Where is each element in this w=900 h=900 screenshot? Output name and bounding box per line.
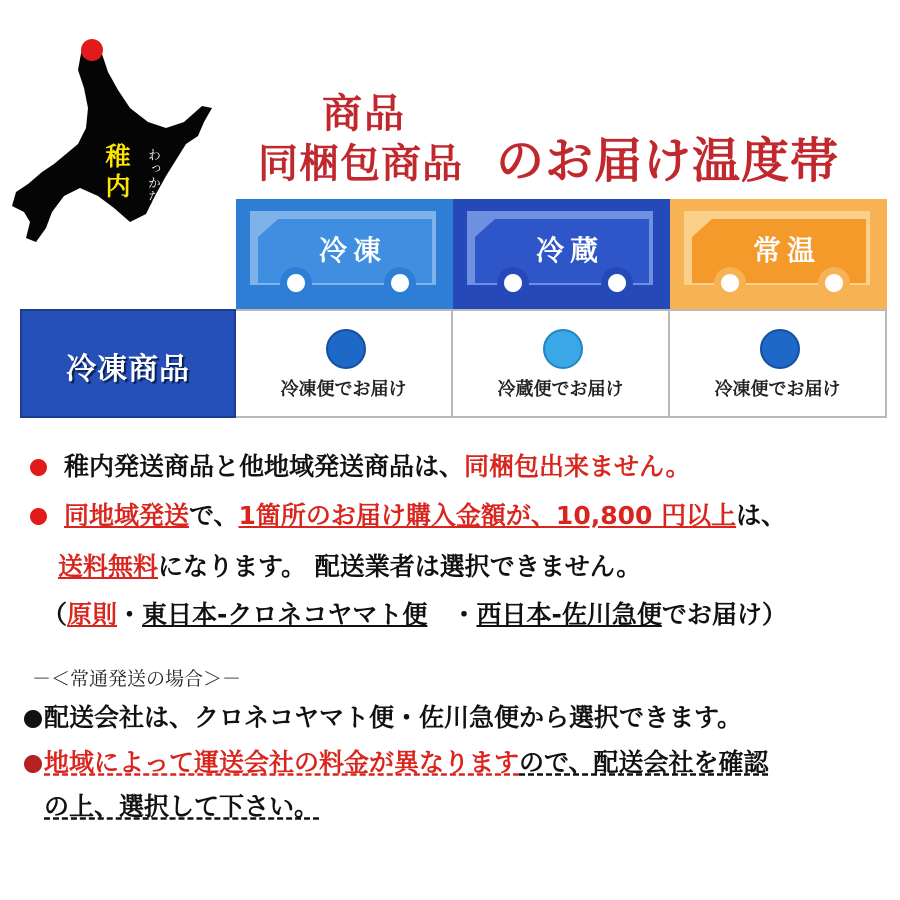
title-line1: 商品 bbox=[322, 90, 406, 137]
note-emphasis: 1箇所のお届け購入金額が、10,800 円以上 bbox=[238, 501, 737, 530]
column-label-ambient: 常温 bbox=[752, 234, 821, 267]
note-text: 稚内発送商品と他地域発送商品は、 bbox=[64, 452, 465, 481]
hokkaido-map-icon bbox=[6, 36, 220, 254]
cell-text: 冷蔵便でお届け bbox=[497, 379, 624, 400]
column-label-freezer: 冷凍 bbox=[318, 234, 387, 267]
note-emphasis: 送料無料 bbox=[58, 552, 159, 581]
indicator-dot bbox=[760, 329, 800, 369]
table-cell-refrigerated bbox=[453, 309, 670, 418]
title-main: のお届け温度帯 bbox=[496, 133, 840, 189]
title-line2: 同梱包商品 bbox=[258, 140, 463, 187]
red-bullet-icon bbox=[30, 508, 47, 525]
note-text: （ bbox=[42, 600, 68, 629]
note-underlined: 東日本-クロネコヤマト便 bbox=[142, 600, 428, 629]
row-header-frozen-products bbox=[20, 309, 236, 418]
regular-line-3 bbox=[44, 792, 319, 822]
note-text: ・ bbox=[451, 600, 477, 629]
column-header-freezer bbox=[236, 199, 453, 309]
note-text: でお届け） bbox=[661, 600, 787, 629]
regular-text: 配送会社は、クロネコヤマト便・佐川急便から選択できます。 bbox=[44, 703, 743, 732]
note-text: になります。 配送業者は選択できません。 bbox=[158, 552, 642, 581]
note-text: ・ bbox=[117, 600, 143, 629]
black-bullet-icon bbox=[24, 710, 42, 728]
table-cell-ambient bbox=[670, 309, 887, 418]
note-underlined: 西日本-佐川急便 bbox=[476, 600, 662, 629]
regular-line-2 bbox=[24, 748, 769, 778]
table-cell-freezer bbox=[236, 309, 453, 418]
regular-line-1 bbox=[24, 703, 742, 733]
note-text: で、 bbox=[189, 501, 239, 530]
regular-shipping-heading: －＜常通発送の場合＞－ bbox=[32, 668, 242, 690]
cell-text: 冷凍便でお届け bbox=[714, 379, 841, 400]
column-header-refrigerated bbox=[453, 199, 670, 309]
note-line-3 bbox=[58, 552, 641, 582]
note-emphasis: 原則 bbox=[67, 600, 118, 629]
note-line-2 bbox=[64, 501, 786, 531]
red-bullet-icon bbox=[24, 755, 42, 773]
column-header-ambient bbox=[670, 199, 887, 309]
indicator-dot bbox=[543, 329, 583, 369]
map-label-wakkanai: 稚内 bbox=[105, 142, 131, 201]
note-line-4 bbox=[42, 600, 787, 630]
note-emphasis: 同地域発送 bbox=[64, 501, 190, 530]
note-line-1 bbox=[64, 452, 691, 482]
regular-text: ので、配送会社を確認 bbox=[519, 748, 769, 777]
note-emphasis: 同梱包出来ません。 bbox=[464, 452, 691, 481]
indicator-dot bbox=[326, 329, 366, 369]
cell-text: 冷凍便でお届け bbox=[280, 379, 407, 400]
note-text: は、 bbox=[736, 501, 787, 530]
column-label-refrigerated: 冷蔵 bbox=[535, 234, 604, 267]
regular-text: の上、選択して下さい。 bbox=[44, 792, 320, 821]
regular-emphasis: 地域によって運送会社の料金が異なります bbox=[44, 748, 520, 777]
row-header-label: 冷凍商品 bbox=[66, 352, 190, 387]
red-bullet-icon bbox=[30, 459, 47, 476]
map-label-reading: わっかない bbox=[145, 148, 160, 218]
